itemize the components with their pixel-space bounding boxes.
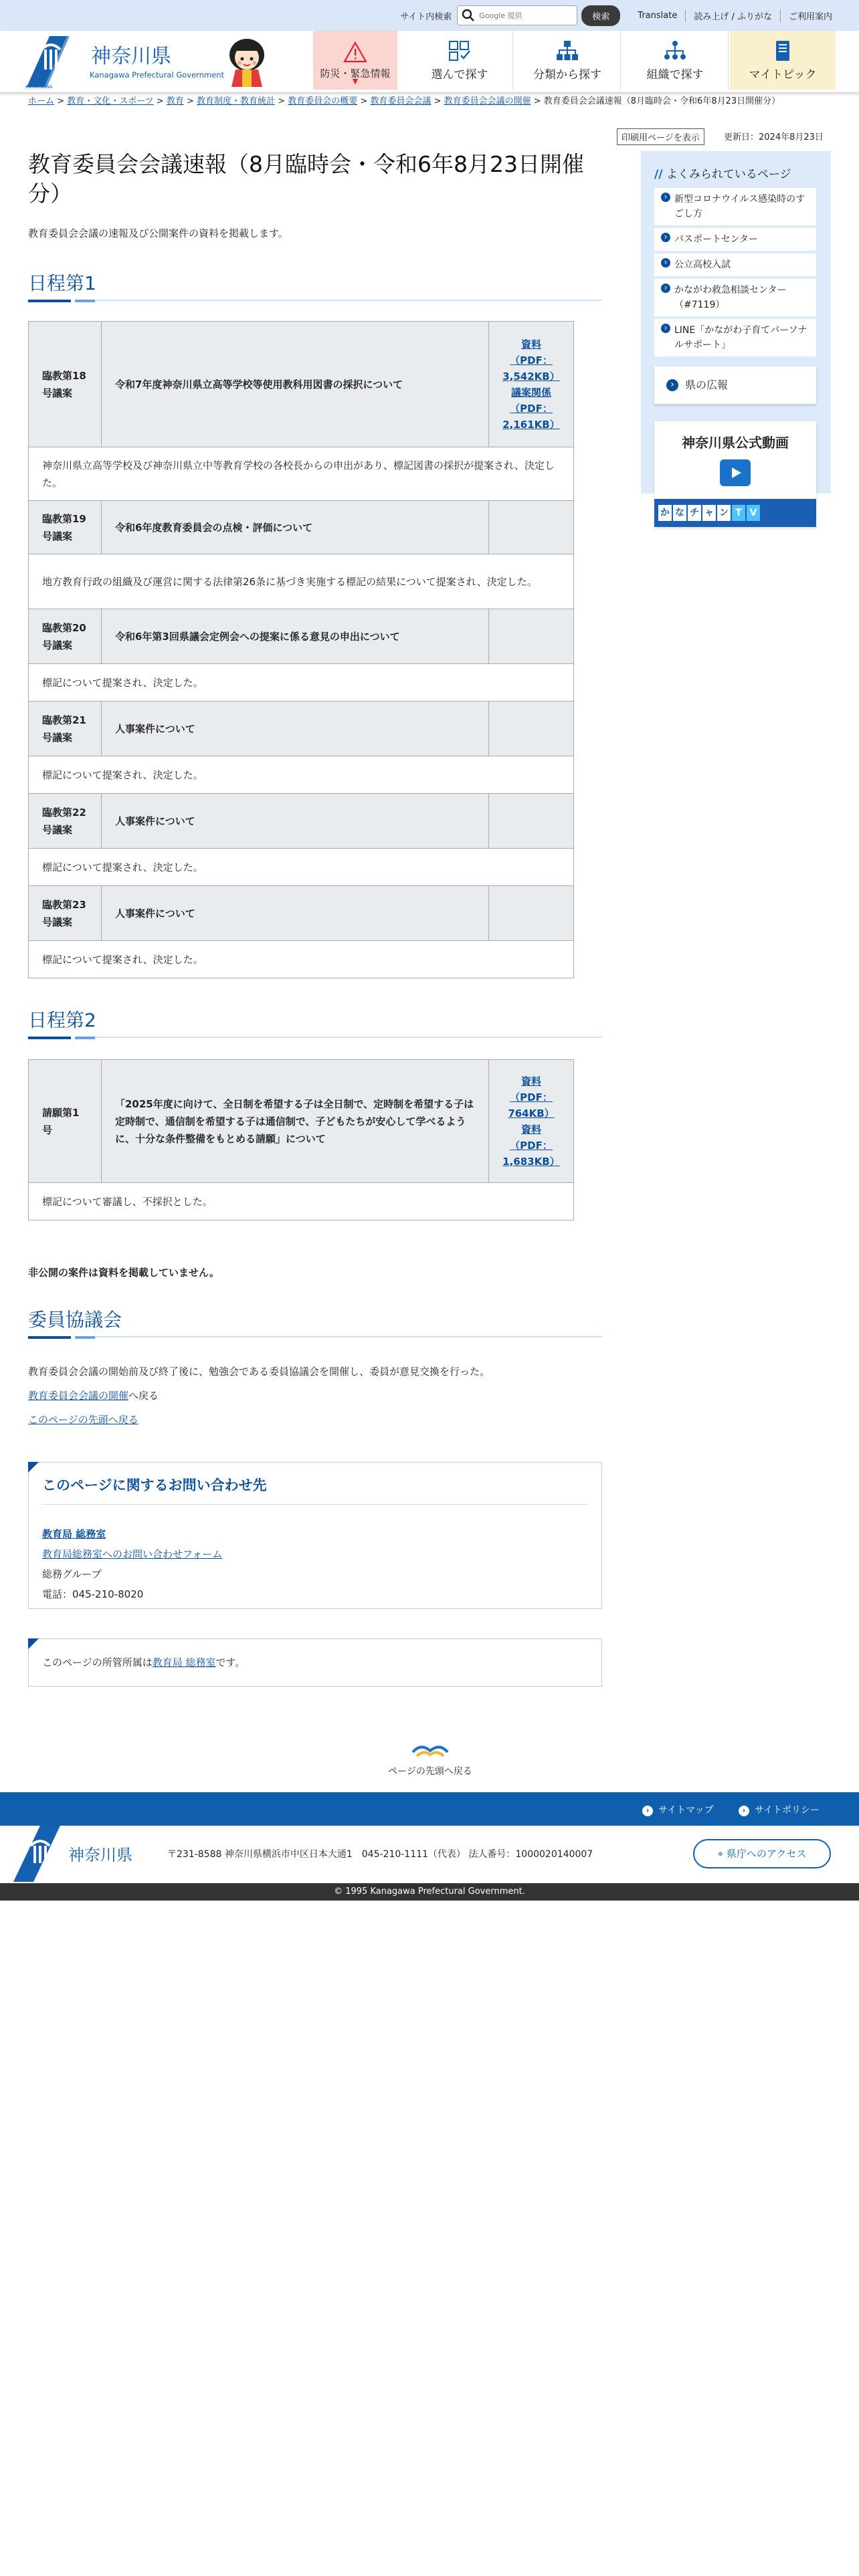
table-row xyxy=(29,1060,574,1183)
owner-text xyxy=(42,1655,245,1669)
agenda-subject: 令和7年度神奈川県立高等学校等使用教科用図書の採択について xyxy=(102,322,489,447)
contact-box xyxy=(28,1462,602,1609)
agenda-documents xyxy=(489,1060,574,1183)
seagull-icon xyxy=(410,1739,450,1760)
tv-char: ャ xyxy=(702,505,716,521)
breadcrumb-separator: > xyxy=(275,96,288,106)
document-pdf-link[interactable]: 資料（PDF：764KB） xyxy=(508,1075,555,1119)
sitemap-link[interactable] xyxy=(642,1803,713,1816)
nav-disaster-label: 防災・緊急情報 xyxy=(320,67,391,80)
nav-category[interactable] xyxy=(514,31,621,90)
breadcrumb-separator: > xyxy=(357,96,371,106)
table-row xyxy=(29,609,574,664)
footer-links xyxy=(0,1792,859,1826)
section-heading-committee: 委員協議会 xyxy=(28,1305,602,1337)
document-pdf-link[interactable]: 議案関係（PDF：2,161KB） xyxy=(502,386,560,431)
owner-suffix: です。 xyxy=(215,1656,246,1669)
nav-choose-label: 選んで探す xyxy=(431,68,488,82)
nav-organization-label: 組織で探す xyxy=(646,68,704,82)
popular-heading xyxy=(654,165,816,181)
copyright: © 1995 Kanagawa Prefectural Government. xyxy=(0,1883,859,1901)
agenda-result: 標記について審議し、不採択とした。 xyxy=(29,1183,574,1220)
double-slash-icon: // xyxy=(654,168,663,181)
page-title: 教育委員会会議速報（8月臨時会・令和6年8月23日開催分） xyxy=(28,151,584,207)
agenda-documents xyxy=(489,702,574,756)
table-row xyxy=(29,756,574,794)
nav-mytopic[interactable] xyxy=(730,31,836,90)
translate-link[interactable]: Translate xyxy=(638,10,678,21)
checklist-icon xyxy=(448,39,472,62)
table-row xyxy=(29,554,574,609)
breadcrumb-education-culture-sports[interactable]: 教育・文化・スポーツ xyxy=(67,96,154,106)
updated-date: 更新日：2024年8月23日 xyxy=(724,132,824,142)
back-suffix: へ戻る xyxy=(128,1390,159,1402)
breadcrumb xyxy=(28,94,831,110)
agenda-subject: 「2025年度に向けて、全日制を希望する子は全日制で、定時制を希望する子は定時制で、通信制を希望する子は通信制で、子どもたちが安心して学べるように、十分な条件整備をもとめる請願」について xyxy=(102,1060,489,1183)
tv-char: か xyxy=(658,505,672,521)
agenda-subject: 人事案件について xyxy=(102,702,489,756)
search-button[interactable]: 検索 xyxy=(581,5,620,26)
agenda-number: 臨教第19号議案 xyxy=(29,501,102,554)
utility-bar xyxy=(0,0,859,31)
agenda-number: 臨教第20号議案 xyxy=(29,609,102,664)
page-top-button[interactable] xyxy=(379,1739,482,1778)
print-page-button[interactable]: 印刷用ページを表示 xyxy=(617,128,704,145)
nav-choose[interactable] xyxy=(407,31,513,90)
table-row xyxy=(29,702,574,756)
contact-title: このページに関するお問い合わせ先 xyxy=(42,1475,588,1505)
table-row xyxy=(29,849,574,886)
lead-text: 教育委員会会議の速報及び公開案件の資料を掲載します。 xyxy=(28,227,288,239)
document-pdf-link[interactable]: 資料（PDF：1,683KB） xyxy=(502,1123,560,1168)
breadcrumb-home[interactable]: ホーム xyxy=(28,96,55,106)
agenda-result: 標記について提案され、決定した。 xyxy=(29,664,574,702)
breadcrumb-board-overview[interactable]: 教育委員会の概要 xyxy=(288,96,358,106)
footer-kanagawa-logo[interactable] xyxy=(13,1826,140,1882)
breadcrumb-board-meetings[interactable]: 教育委員会会議 xyxy=(370,96,432,106)
agenda-number: 臨教第21号議案 xyxy=(29,702,102,756)
corner-accent xyxy=(28,1638,39,1649)
kanagawa-logo[interactable] xyxy=(24,33,225,90)
warning-icon xyxy=(343,41,367,64)
chevron-right-icon: › xyxy=(642,1806,653,1816)
breadcrumb-separator: > xyxy=(54,96,68,106)
owner-prefix: このページの所管所属は xyxy=(42,1656,153,1669)
nav-organization[interactable] xyxy=(622,31,729,90)
site-policy-link[interactable] xyxy=(739,1803,820,1816)
table-row xyxy=(29,941,574,978)
agenda-documents xyxy=(489,794,574,849)
meeting-holding-link[interactable]: 教育委員会会議の開催 xyxy=(28,1390,129,1402)
prefectural-pr-link[interactable]: › 県の広報 xyxy=(654,366,816,404)
usage-guide-link[interactable]: ご利用案内 xyxy=(780,9,840,22)
read-aloud-link[interactable]: 読み上げ / ふりがな xyxy=(685,9,780,22)
breadcrumb-separator: > xyxy=(531,96,544,106)
contact-phone: 電話：045-210-8020 xyxy=(42,1588,144,1600)
contact-form-link[interactable]: 教育局総務室へのお問い合わせフォーム xyxy=(42,1548,223,1560)
committee-text: 教育委員会会議の開始前及び終了後に、勉強会である委員協議会を開催し、委員が意見交換を行った。 xyxy=(28,1366,490,1378)
top-link-line xyxy=(28,1412,138,1426)
contact-group: 総務グループ xyxy=(42,1568,102,1580)
popular-pages xyxy=(654,159,816,359)
kanachannel-tv-logo xyxy=(654,499,816,527)
popular-item[interactable]: › パスポートセンター xyxy=(654,228,816,251)
site-header xyxy=(0,31,859,93)
breadcrumb-separator: > xyxy=(153,96,167,106)
organization-icon xyxy=(663,39,687,62)
document-pdf-link[interactable]: 資料（PDF：3,542KB） xyxy=(502,338,560,383)
search-icon xyxy=(462,9,475,22)
agenda-number: 臨教第23号議案 xyxy=(29,886,102,941)
tv-char: ン xyxy=(717,505,731,521)
svg-text:Kanagawa Prefectural Governmen: Kanagawa Prefectural Government xyxy=(90,70,225,80)
play-icon xyxy=(720,459,751,486)
section-heading-agenda2: 日程第2 xyxy=(28,1006,602,1038)
table-row xyxy=(29,501,574,554)
breadcrumb-current: 教育委員会会議速報（8月臨時会・令和6年8月23日開催分） xyxy=(543,96,781,106)
nav-category-label: 分類から探す xyxy=(533,68,601,82)
svg-text:KANAGAWA: KANAGAWA xyxy=(25,84,53,90)
agenda-subject: 人事案件について xyxy=(102,794,489,849)
site-policy-label: サイトポリシー xyxy=(755,1805,820,1816)
breadcrumb-education-system[interactable]: 教育制度・教育統計 xyxy=(197,96,276,106)
tv-char: チ xyxy=(688,505,701,521)
svg-text:神奈川県: 神奈川県 xyxy=(91,45,171,68)
private-cases-note: 非公開の案件は資料を掲載していません。 xyxy=(28,1267,219,1279)
footer-main xyxy=(0,1826,859,1882)
agenda-number: 請願第1号 xyxy=(29,1060,102,1183)
corner-accent xyxy=(28,1462,39,1473)
popular-heading-text: よくみられているページ xyxy=(666,168,791,181)
agenda-documents xyxy=(489,501,574,554)
popular-item[interactable]: › LINE「かながわ子育てパーソナルサポート」 xyxy=(654,319,816,356)
breadcrumb-separator: > xyxy=(183,96,197,106)
nav-mytopic-label: マイトピック xyxy=(749,68,817,82)
table-row xyxy=(29,664,574,702)
table-row xyxy=(29,794,574,849)
agenda-result: 標記について提案され、決定した。 xyxy=(29,756,574,794)
agenda-result: 標記について提案され、決定した。 xyxy=(29,849,574,886)
page-top-link[interactable]: このページの先頭へ戻る xyxy=(28,1414,138,1426)
chevron-right-icon: › xyxy=(739,1806,749,1816)
popular-item[interactable]: › かながわ救急相談センター（#7119） xyxy=(654,279,816,316)
breadcrumb-meeting-holding[interactable]: 教育委員会会議の開催 xyxy=(444,96,531,106)
agenda1-table xyxy=(28,321,574,978)
search-box[interactable] xyxy=(457,5,577,25)
popular-item[interactable]: › 公立高校入試 xyxy=(654,253,816,276)
owner-department-link[interactable]: 教育局 総務室 xyxy=(152,1656,216,1669)
official-video-banner[interactable] xyxy=(654,421,816,527)
nav-disaster[interactable] xyxy=(313,31,397,90)
popular-item[interactable]: › 新型コロナウイルス感染時のすごし方 xyxy=(654,188,816,225)
svg-text:神奈川県: 神奈川県 xyxy=(68,1846,132,1864)
contact-department-link[interactable]: 教育局 総務室 xyxy=(42,1528,106,1540)
contact-body xyxy=(42,1524,222,1604)
agenda-result: 標記について提案され、決定した。 xyxy=(29,941,574,978)
video-title: 神奈川県公式動画 xyxy=(682,435,789,451)
site-search-label: サイト内検索 xyxy=(400,11,452,22)
global-nav xyxy=(313,31,837,92)
notebook-icon xyxy=(771,39,795,62)
agenda-documents xyxy=(489,609,574,664)
table-row xyxy=(29,1183,574,1220)
agenda-documents xyxy=(489,886,574,941)
table-row xyxy=(29,322,574,447)
owner-box xyxy=(28,1638,602,1687)
breadcrumb-separator: > xyxy=(431,96,444,106)
agenda-subject: 人事案件について xyxy=(102,886,489,941)
agenda-result: 地方教育行政の組織及び運営に関する法律第26条に基づき実施する標記の結果について提案され、決定した。 xyxy=(29,554,574,609)
map-pin-icon: ⌖ xyxy=(717,1848,724,1860)
search-input[interactable] xyxy=(478,11,567,21)
tv-char: V xyxy=(747,505,760,521)
sidebar xyxy=(641,151,831,518)
tv-char: な xyxy=(673,505,686,521)
table-row xyxy=(29,447,574,501)
mascot-character-icon xyxy=(226,35,268,88)
agenda-documents xyxy=(489,322,574,447)
agenda-result: 神奈川県立高等学校及び神奈川県立中等教育学校の各校長からの申出があり、標記図書の採択が提案され、決定した。 xyxy=(29,447,574,501)
chevron-down-icon: ▼ xyxy=(352,77,359,86)
agenda-number: 臨教第18号議案 xyxy=(29,322,102,447)
access-button[interactable] xyxy=(693,1839,831,1868)
sitemap-label: サイトマップ xyxy=(658,1805,714,1816)
agenda-subject: 令和6年度教育委員会の点検・評価について xyxy=(102,501,489,554)
page-top-label: ページの先頭へ戻る xyxy=(388,1766,472,1777)
access-label: 県庁へのアクセス xyxy=(726,1848,807,1860)
category-tree-icon xyxy=(555,39,579,62)
breadcrumb-education[interactable]: 教育 xyxy=(166,96,184,106)
agenda-subject: 令和6年第3回県議会定例会への提案に係る意見の申出について xyxy=(102,609,489,664)
back-link-line xyxy=(28,1388,159,1402)
section-heading-agenda1: 日程第1 xyxy=(28,269,602,301)
footer-address: 〒231-8588 神奈川県横浜市中区日本大通1 045-210-1111（代表） 法人番号：1000020140007 xyxy=(167,1849,593,1860)
agenda2-table xyxy=(28,1059,574,1220)
tv-char: T xyxy=(732,505,745,521)
table-row xyxy=(29,886,574,941)
agenda-number: 臨教第22号議案 xyxy=(29,794,102,849)
